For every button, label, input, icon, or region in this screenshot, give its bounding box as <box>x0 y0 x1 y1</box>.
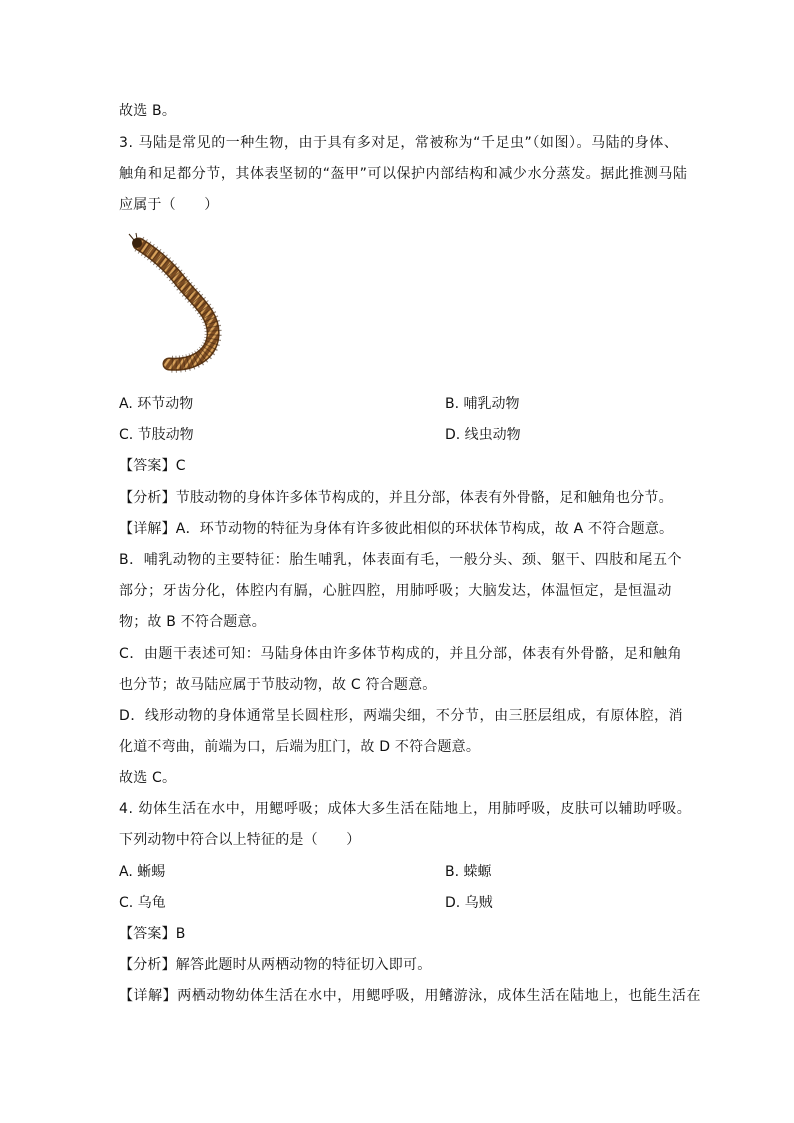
q4-option-c: C. 乌龟 <box>119 895 166 911</box>
q3-option-c: C. 节肢动物 <box>119 427 194 443</box>
q3-detail-line-7: D．线形动物的身体通常呈长圆柱形，两端尖细，不分节，由三胚层组成，有原体腔，消 <box>119 708 684 724</box>
q3-stem-line-1: 3. 马陆是常见的一种生物，由于具有多对足，常被称为“千足虫”（如图）。马陆的身体、 <box>119 135 679 151</box>
q3-option-d: D. 线虫动物 <box>445 427 521 443</box>
q4-analysis: 【分析】解答此题时从两栖动物的特征切入即可。 <box>119 957 432 973</box>
q4-stem-line-2: 下列动物中符合以上特征的是（ ） <box>119 832 361 848</box>
q3-conclusion: 故选 C。 <box>119 770 177 786</box>
q3-stem-line-3: 应属于（ ） <box>119 197 219 213</box>
q4-option-b: B. 蝾螈 <box>445 864 492 880</box>
q3-option-b: B. 哺乳动物 <box>445 396 520 412</box>
q3-analysis: 【分析】节肢动物的身体许多体节构成的，并且分部，体表有外骨骼，足和触角也分节。 <box>119 490 673 506</box>
q3-detail-line-3: 部分；牙齿分化，体腔内有膈，心脏四腔，用肺呼吸；大脑发达，体温恒定，是恒温动 <box>119 583 672 599</box>
q3-detail-line-1: 【详解】A．环节动物的特征为身体有许多彼此相似的环状体节构成，故 A 不符合题意。 <box>119 521 674 537</box>
q3-detail-line-8: 化道不弯曲，前端为口，后端为肛门，故 D 不符合题意。 <box>119 739 481 755</box>
q3-option-a: A. 环节动物 <box>119 396 194 412</box>
q4-detail-line-1: 【详解】两栖动物幼体生活在水中，用鳃呼吸，用鳍游泳，成体生活在陆地上，也能生活在 <box>119 988 701 1004</box>
q4-option-d: D. 乌贼 <box>445 895 493 911</box>
q4-option-a: A. 蜥蜴 <box>119 864 166 880</box>
millipede-image <box>125 232 235 374</box>
q4-stem-line-1: 4. 幼体生活在水中，用鳃呼吸；成体大多生活在陆地上，用肺呼吸，皮肤可以辅助呼吸。 <box>119 801 692 817</box>
q3-detail-line-5: C．由题干表述可知：马陆身体由许多体节构成的，并且分部，体表有外骨骼，足和触角 <box>119 646 683 662</box>
q2-conclusion: 故选 B。 <box>119 103 177 119</box>
q3-detail-line-2: B．哺乳动物的主要特征：胎生哺乳，体表面有毛，一般分头、颈、躯干、四肢和尾五个 <box>119 552 683 568</box>
q3-answer: 【答案】C <box>119 458 186 474</box>
q3-detail-line-4: 物；故 B 不符合题意。 <box>119 614 266 630</box>
q3-stem-line-2: 触角和足都分节，其体表坚韧的“盔甲”可以保护内部结构和减少水分蒸发。据此推测马陆 <box>119 166 688 182</box>
q3-detail-line-6: 也分节；故马陆应属于节肢动物，故 C 符合题意。 <box>119 677 437 693</box>
q4-answer: 【答案】B <box>119 926 186 942</box>
